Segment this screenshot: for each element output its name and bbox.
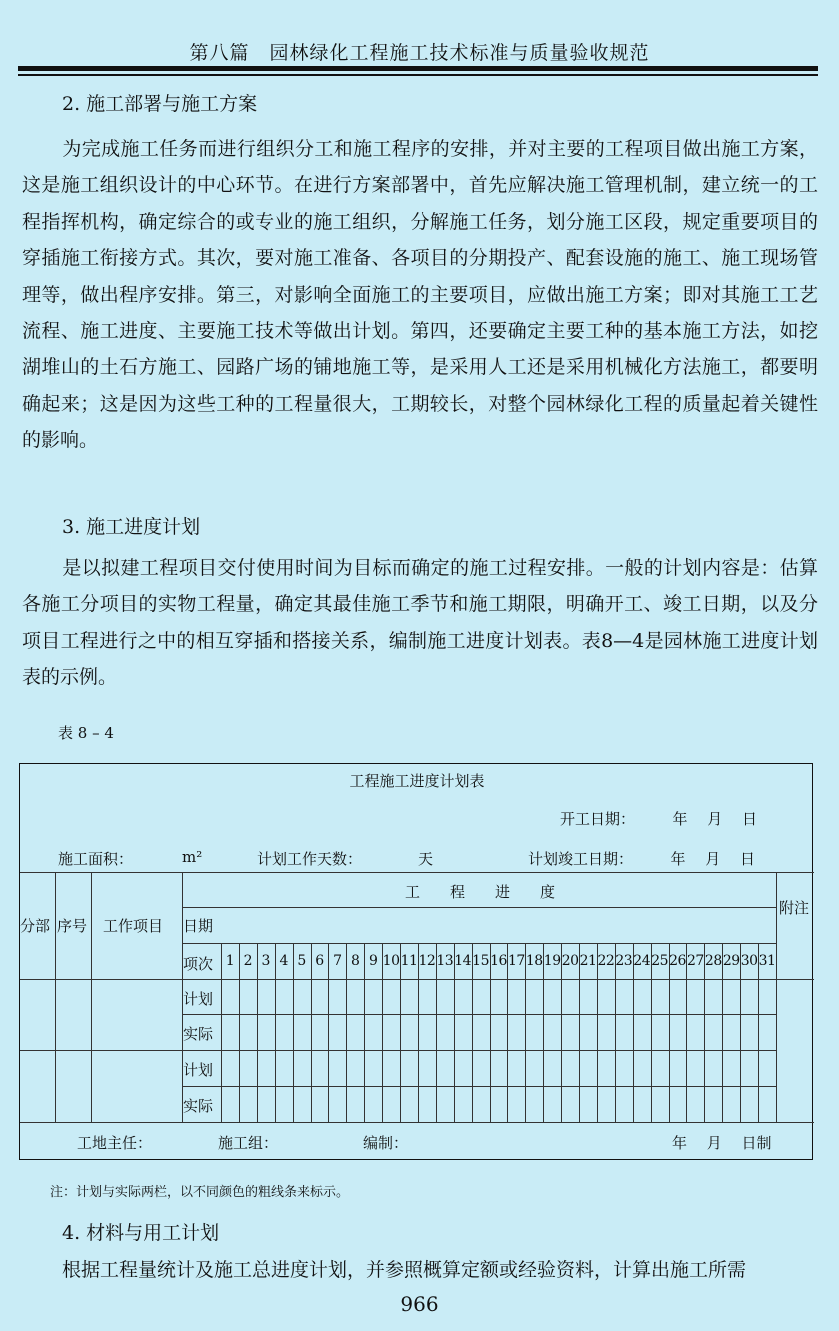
section-paragraph-4: 根据工程量统计及施工总进度计划，并参照概算定额或经验资料，计算出施工所需 <box>62 1259 747 1281</box>
day-column-line <box>686 943 687 1122</box>
day-column-line <box>525 943 526 1122</box>
day-column-line <box>328 943 329 1122</box>
day-number: 19 <box>543 953 561 969</box>
table-gridline <box>91 872 92 1122</box>
col-division: 分部 <box>20 917 51 935</box>
day-column-line <box>507 943 508 1122</box>
footer-date: 年 月 日制 <box>672 1134 772 1152</box>
notes-col: 附注 <box>779 899 810 917</box>
day-column-line <box>472 943 473 1122</box>
page-number: 966 <box>400 1292 439 1316</box>
day-column-line <box>364 943 365 1122</box>
day-column-line <box>275 943 276 1122</box>
day-column-line <box>418 943 419 1122</box>
day-column-line <box>382 943 383 1122</box>
plan-label: 计划 <box>183 1061 214 1079</box>
day-column-line <box>257 943 258 1122</box>
day-number: 20 <box>561 953 579 969</box>
day-number: 18 <box>525 953 543 969</box>
table-gridline <box>776 872 777 1122</box>
day-number: 26 <box>669 953 686 969</box>
col-seq: 序号 <box>57 917 88 935</box>
day-number: 6 <box>315 953 324 969</box>
day-column-line <box>400 943 401 1122</box>
section-heading-2: 2. 施工部署与施工方案 <box>62 93 258 115</box>
date-label: 日期 <box>183 917 214 935</box>
day-number: 22 <box>597 953 615 969</box>
section-heading-4: 4. 材料与用工计划 <box>62 1222 220 1244</box>
plan-label: 计划 <box>183 990 214 1008</box>
day-number: 14 <box>454 953 472 969</box>
table-caption: 表 8 – 4 <box>58 724 114 742</box>
day-number: 8 <box>351 953 360 969</box>
day-number: 1 <box>225 953 235 969</box>
running-header: 第八篇 园林绿化工程施工技术标准与质量验收规范 <box>189 42 650 64</box>
day-number: 4 <box>279 953 288 969</box>
finish-date: 计划竣工日期： 年 月 日 <box>528 850 756 868</box>
table-gridline <box>20 1122 814 1123</box>
day-number: 23 <box>615 953 633 969</box>
footer-editor: 编制： <box>363 1134 409 1152</box>
day-column-line <box>311 943 312 1122</box>
day-column-line <box>561 943 562 1122</box>
day-number: 13 <box>436 953 454 969</box>
day-number: 25 <box>651 953 669 969</box>
section-heading-3: 3. 施工进度计划 <box>62 516 201 538</box>
item-label: 项次 <box>183 955 214 973</box>
table-gridline <box>182 907 776 908</box>
day-column-line <box>633 943 634 1122</box>
day-number: 3 <box>261 953 270 969</box>
schedule-table <box>19 763 813 1160</box>
actual-label: 实际 <box>183 1025 214 1043</box>
table-note: 注：计划与实际两栏，以不同颜色的粗线条来标示。 <box>50 1185 350 1200</box>
day-number: 28 <box>704 953 722 969</box>
day-column-line <box>669 943 670 1122</box>
area-unit: m² <box>182 848 203 866</box>
day-number: 10 <box>382 953 400 969</box>
footer-group: 施工组： <box>218 1134 279 1152</box>
days-unit: 天 <box>418 850 434 868</box>
day-number: 17 <box>507 953 525 969</box>
day-number: 16 <box>490 953 507 969</box>
day-number: 29 <box>722 953 740 969</box>
day-column-line <box>579 943 580 1122</box>
col-item: 工作项目 <box>103 917 164 935</box>
day-number: 2 <box>243 953 253 969</box>
day-number: 12 <box>418 953 436 969</box>
day-number: 15 <box>472 953 489 969</box>
day-column-line <box>651 943 652 1122</box>
day-column-line <box>615 943 616 1122</box>
day-number: 24 <box>633 953 651 969</box>
day-column-line <box>239 943 240 1122</box>
day-column-line <box>758 943 759 1122</box>
table-title: 工程施工进度计划表 <box>349 772 485 790</box>
day-number: 31 <box>758 953 776 969</box>
table-gridline <box>20 872 814 873</box>
day-column-line <box>490 943 491 1122</box>
day-column-line <box>704 943 705 1122</box>
day-number: 21 <box>579 953 597 969</box>
days-label: 计划工作天数： <box>257 850 363 868</box>
day-number: 7 <box>333 953 342 969</box>
footer-site-manager: 工地主任： <box>77 1134 153 1152</box>
day-number: 27 <box>687 953 704 969</box>
day-column-line <box>436 943 437 1122</box>
table-gridline <box>55 872 56 1122</box>
table-gridline <box>20 979 814 980</box>
actual-label: 实际 <box>183 1097 214 1115</box>
day-column-line <box>543 943 544 1122</box>
area-label: 施工面积： <box>58 850 134 868</box>
table-gridline <box>221 943 222 1122</box>
day-number: 30 <box>740 953 758 969</box>
table-gridline <box>20 1050 776 1051</box>
progress-header: 工 程 进 度 <box>404 883 555 901</box>
day-column-line <box>740 943 741 1122</box>
day-column-line <box>597 943 598 1122</box>
day-number: 9 <box>368 953 378 969</box>
day-number: 5 <box>297 953 306 969</box>
header-rule-thin <box>18 74 818 76</box>
day-column-line <box>346 943 347 1122</box>
day-column-line <box>454 943 455 1122</box>
start-date: 开工日期： 年 月 日 <box>560 810 758 828</box>
header-rule-thick <box>18 66 818 71</box>
day-number: 11 <box>400 953 418 969</box>
section-paragraph-2: 为完成施工任务而进行组织分工和施工程序的安排，并对主要的工程项目做出施工方案，这是施工组织设计的中心环节。在进行方案部署中，首先应解决施工管理机制，建立统一的工程指挥机构，确定综合的或专业的施工组织，分解施工任务，划分施工区段，规定重要项目的穿插施工衔接方式。其次，要对施工准备、各项目的分期投产、配套设施的施工、施工现场管理等，做出程序安排。第三，对影响全面施工的主要项目，应做出施工方案；即对其施工工艺流程、施工进度、主要施工技术等做出计划。第四，还要确定主要工种的基本施工方法，如挖湖堆山的土石方施工、园路广场的铺地施工等，是采用人工还是采用机械化方法施工，都要明确起来；这是因为这些工种的工程量很大，工期较长，对整个园林绿化工程的质量起着关键性的影响。 <box>22 138 818 452</box>
day-column-line <box>722 943 723 1122</box>
section-paragraph-3: 是以拟建工程项目交付使用时间为目标而确定的施工过程安排。一般的计划内容是：估算各施工分项目的实物工程量，确定其最佳施工季节和施工期限，明确开工、竣工日期，以及分项目工程进行之中的相互穿插和搭接关系，编制施工进度计划表。表8—4是园林施工进度计划表的示例。 <box>22 557 818 689</box>
day-column-line <box>293 943 294 1122</box>
